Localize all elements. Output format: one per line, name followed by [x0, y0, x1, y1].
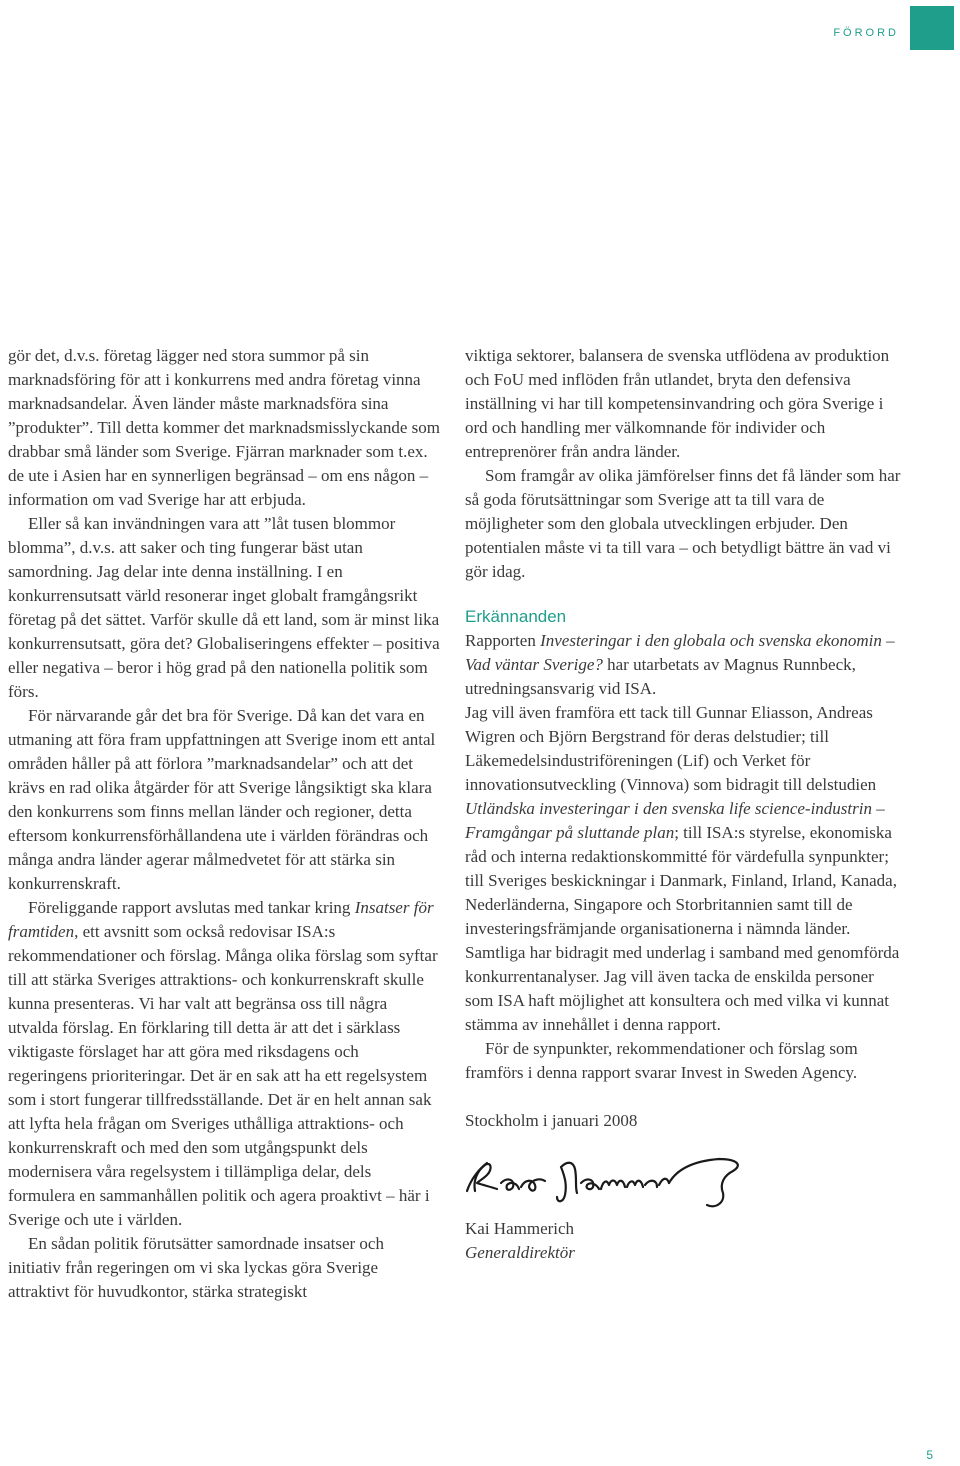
body-paragraph: gör det, d.v.s. företag lägger ned stora summor på sin marknadsföring för att i konkurrens med andra företag vinna marknadsandelar. Även länder måste marknadsföra sina ”produkter”. Till detta kommer det marknadsmisslyckande som drabbar små länder som Sverige. Fjärran marknader som t.ex. de ute i Asien har en synnerligen begränsad – om ens någon – information om vad Sverige har att erbjuda. [8, 346, 441, 509]
body-paragraph: Föreliggande rapport avslutas med tankar kring Insatser för framtiden, ett avsnitt som också redovisar ISA:s rekommendationer och förslag. Många olika förslag som syftar till att stärka Sveriges attraktions- och konkurrenskraft skulle kunna presenteras. Vi har valt att begränsa oss till några utvalda förslag. En förklaring till detta är att det i särklass viktigaste förslaget har att göra med riksdagens och regeringens prioriteringar. Det är en sak att ha ett regelsystem som i stort fungerar tillfredsställande. Det är en helt annan sak att lyfta hela frågan om Sveriges uthålliga attraktions- och konkurrenskraft och med den som utgångspunkt dels modernisera våra regelsystem i tillämpliga delar, dels formulera en sammanhållen politik och agera proaktivt – här i Sverige och ute i världen. [8, 898, 438, 1229]
body-paragraph: Jag vill även framföra ett tack till Gunnar Eliasson, Andreas Wigren och Björn Bergstrand för deras delstudier; till Läkemedelsindustriföreningen (Lif) och Verket för innovationsutveckling (Vinnova) som bidragit till delstudien Utländska investeringar i den svenska life science-industrin – Framgångar på sluttande plan; till ISA:s styrelse, ekonomiska råd och interna redaktionskommitté för värdefulla synpunkter; till Sveriges beskickningar i Danmark, Finland, Irland, Kanada, Nederländerna, Singapore och Storbritannien samt till de investeringsfrämjande organisationerna i nämnda länder. Samtliga har bidragit med underlag i samband med genomförda konkurrentanalyser. Jag vill även tacka de enskilda personer som ISA haft möjlighet att konsultera och med vilka vi kunnat stämma av innehållet i denna rapport. [465, 703, 900, 1034]
body-paragraph: Som framgår av olika jämförelser finns det få länder som har så goda förutsättningar som Sverige att ta till vara de möjligheter som den globala utvecklingen erbjuder. Den potentialen måste vi ta till vara – och betydligt bättre än vad vi gör idag. [465, 466, 901, 581]
signature [457, 1147, 757, 1217]
section-label: FÖRORD [833, 27, 899, 39]
section-marker [910, 6, 954, 50]
signer-title: Generaldirektör [465, 1243, 575, 1262]
study-title: Utländska investeringar i den svenska life science-industrin – Framgångar på sluttande plan [465, 799, 885, 842]
body-paragraph: viktiga sektorer, balansera de svenska utflödena av produktion och FoU med inflöden från utlandet, bryta den defensiva inställning vi har till kompetensinvandring och göra Sverige i ord och handling mer välkomnande för individer och entreprenörer från andra länder. [465, 346, 890, 461]
signer-name: Kai Hammerich [465, 1219, 575, 1238]
place-date: Stockholm i januari 2008 [465, 1111, 638, 1130]
body-paragraph: Rapporten Investeringar i den globala och svenska ekonomin – Vad väntar Sverige? har utarbetats av Magnus Runnbeck, utredningsansvarig vid ISA. [465, 631, 895, 698]
left-column [8, 344, 440, 1304]
section-reference: Insatser för framtiden [8, 898, 434, 941]
body-paragraph: En sådan politik förutsätter samordnade insatser och initiativ från regeringen om vi ska lyckas göra Sverige attraktivt för huvudkontor, stärka strategiskt [8, 1234, 384, 1301]
body-paragraph: För de synpunkter, rekommendationer och förslag som framförs i denna rapport svarar Invest in Sweden Agency. [465, 1039, 858, 1082]
body-paragraph: Eller så kan invändningen vara att ”låt tusen blommor blomma”, d.v.s. att saker och ting fungerar bäst utan samordning. Jag delar inte denna inställning. I en konkurrensutsatt värld resonerar inget globalt framgångsrikt företag på det sättet. Varför skulle då ett land, som är minst lika konkurrensutsatt, göra det? Globaliseringens effekter – positiva eller negativa – beror i hög grad på den nationella politik som förs. [8, 514, 440, 701]
body-paragraph: För närvarande går det bra för Sverige. Då kan det vara en utmaning att föra fram uppfattningen att Sverige inom ett antal områden håller på att förlora ”marknadsandelar” och att det krävs en rad olika åtgärder för att Sverige långsiktigt ska klara den konkurrens som finns mellan länder och regioner, detta eftersom konkurrensförhållandena ute i världen förändras och många andra länder agerar målmedvetet för att stärka sin konkurrenskraft. [8, 706, 436, 893]
page-number: 5 [926, 1448, 933, 1462]
report-title: Investeringar i den globala och svenska ekonomin – Vad väntar Sverige? [465, 631, 895, 674]
acknowledgements-heading: Erkännanden [465, 607, 567, 626]
right-column [465, 344, 901, 1265]
